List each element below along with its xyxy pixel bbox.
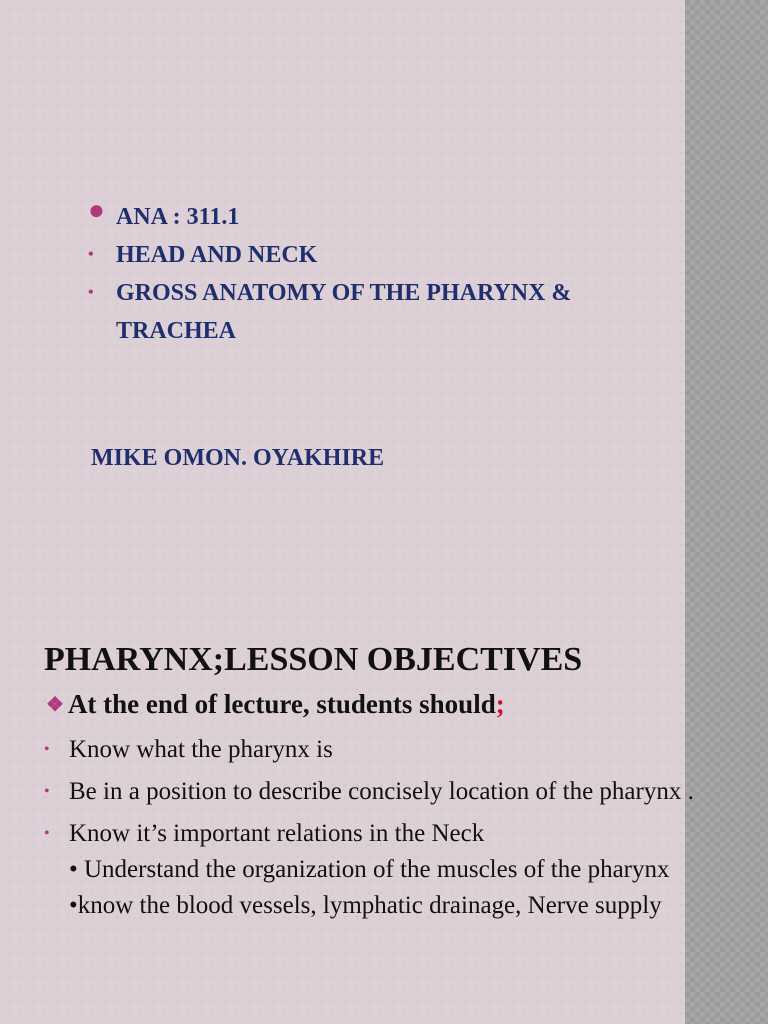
list-item: ● ANA : 311.1 (88, 198, 688, 236)
bullet-dot-icon: • (44, 741, 50, 758)
diamond-bullet-icon: ❖ (46, 694, 64, 716)
bullet-dot-icon: • (44, 783, 50, 800)
author-name: MIKE OMON. OYAKHIRE (91, 445, 385, 471)
objective-text: •know the blood vessels, lymphatic drainage, Nerve supply (69, 892, 662, 919)
list-item: • HEAD AND NECK (88, 236, 688, 274)
bullet-dot-icon: • (88, 284, 94, 301)
bullet-dot-icon: • (44, 825, 50, 842)
slide-heading: PHARYNX;LESSON OBJECTIVES (44, 641, 583, 678)
bullet-dot-icon: ● (88, 195, 105, 226)
list-item: • Be in a position to describe concisely location of the pharynx . (44, 774, 699, 810)
objective-text: • Understand the organization of the muscles of the pharynx (69, 856, 670, 883)
list-item (44, 816, 699, 924)
slide-objectives (0, 512, 768, 1024)
objectives-intro (46, 686, 686, 723)
intro-text: At the end of lecture, students should (67, 689, 496, 719)
objectives-list (44, 732, 699, 930)
intro-semicolon: ; (495, 689, 505, 719)
bullet-dot-icon: • (88, 246, 94, 263)
decorative-side-strip (685, 0, 768, 512)
objective-text: Know it’s important relations in the Neck (69, 820, 485, 847)
list-item: • Know what the pharynx is (44, 732, 699, 768)
course-info-list (88, 195, 688, 350)
list-item: • GROSS ANATOMY OF THE PHARYNX & TRACHEA (88, 274, 688, 350)
